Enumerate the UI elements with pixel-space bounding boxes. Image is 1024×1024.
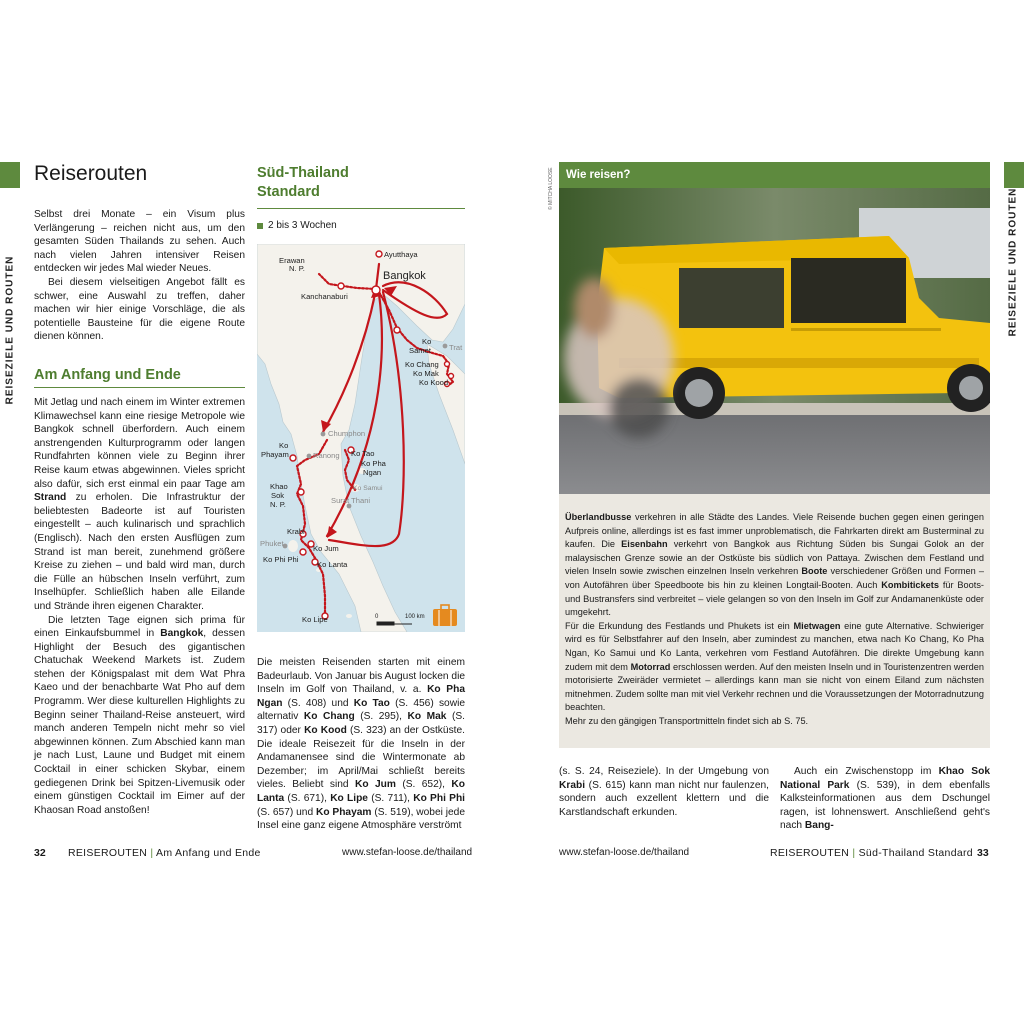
side-label-left: REISEZIELE UND ROUTEN	[4, 255, 16, 405]
text-paragraph: Für die Erkundung des Festlands und Phukets ist ein Mietwagen eine gute Alternative. Schwieriger wird es für Selbstfahrer auf den Inseln, aber zumindest zu manchen, etwa nach Ko Chang, Ko Pha Ngan, Ko Samui und Ko Lanta, verkehren vom Festland Autofähren. Die direkte Umgebung kann zudem mit dem Motorrad erschlossen werden. Auf den meisten Inseln und in Touristenzentren werden motorisierte Zweiräder vermietet – allerdings kann man sie nicht von einem Eiland zum nächsten mitnehmen. Zudem sollte man mit viel Verkehr rechnen und die Voraussetzungen der Motorradnutzung beachten.	[565, 620, 985, 713]
map-label: Trat	[449, 343, 463, 352]
map-label: 100 km	[405, 614, 425, 620]
running-head-left: REISEROUTEN | Am Anfang und Ende	[68, 847, 261, 859]
map-label: Khao	[270, 482, 288, 491]
map-label: N. P.	[270, 500, 286, 509]
route-heading: Süd-Thailand Standard	[257, 165, 349, 200]
duration-label: 2 bis 3 Wochen	[268, 220, 337, 231]
map-label: Phayam	[261, 450, 289, 459]
map-label: Ngan	[363, 468, 382, 477]
map-label: Sok	[271, 491, 285, 500]
tuk-tuk-photo	[559, 188, 990, 494]
duration-bullet-icon	[257, 223, 263, 229]
map-label: Surat Thani	[331, 496, 371, 505]
section-text	[34, 396, 245, 817]
route-map	[257, 244, 465, 632]
section-paragraph: Mit Jetlag und nach einem im Winter extremen Klimawechsel kann eine riesige Metropole wie Bangkok schnell überfordern. Auch einem anstrengenden Kulturprogramm oder langen Rundfahrten können viele zu Beginn ihrer Reise kaum etwas abgewinnen. Vieles spricht also dafür, sich erst einmal ein paar Tage am Strand zu erholen. Die Infrastruktur der beliebtesten Badeorte ist auf Touristen eingestellt – auch kulinarisch und sprachlich (Englisch). Nach den ersten Ausflügen zum Strand ist man bereit, zunehmend größere Kreise zu ziehen – und bald wird man, durch die Fülle an hübschen Inseln verführt, zum Inselhüpfer. Schließlich haben alle Eilande und Strände ihren eigenen Charakter.	[34, 397, 245, 612]
right-col-1	[559, 765, 769, 819]
side-tab-right	[1004, 162, 1024, 188]
map-label: Ranong	[313, 451, 340, 460]
map-label: Ko Samui	[353, 485, 383, 492]
photo-credit: © MITCHA LOOSE	[548, 167, 554, 210]
map-label: Ko Chang	[405, 360, 439, 369]
intro-paragraph: Bei diesem vielseitigen Angebot fällt es schwer, eine Auswahl zu treffen, daher machen wir hier einige Vorschläge, die als potentielle Bausteine für die eigene Route dienen können.	[34, 276, 245, 343]
map-label: Ko Mak	[413, 369, 439, 378]
map-label: Ko	[422, 337, 432, 346]
map-label: Samet	[409, 346, 431, 355]
side-label-right: REISEZIELE UND ROUTEN	[1007, 187, 1019, 337]
map-label: Ko Phi Phi	[263, 555, 299, 564]
info-box-title: Wie reisen?	[566, 169, 631, 181]
map-label: Chumphon	[328, 429, 366, 438]
map-label: Krabi	[287, 527, 305, 536]
map-label: Ko Tao	[351, 449, 375, 458]
section-heading: Am Anfang und Ende	[34, 367, 181, 383]
text-paragraph: Die meisten Reisenden starten mit einem Badeurlaub. Von Januar bis August locken die Inseln im Golf von Thailand, v. a. Ko Pha Ngan (S. 408) und Ko Tao (S. 456) sowie alternativ Ko Chang (S. 295), Ko Mak (S. 317) oder Ko Kood (S. 323) an der Ostküste. Die ideale Reisezeit für die Inseln in der Andamanensee sind die Wintermonate ab Dezember; im April/Mai schließt bereits vieles. Beliebt sind Ko Jum (S. 652), Ko Lanta (S. 671), Ko Lipe (S. 711), Ko Phi Phi (S. 657) und Ko Phayam (S. 519), wobei jede Insel eine ganz eigene Atmosphäre verströmt	[257, 657, 466, 832]
info-box-text	[565, 511, 984, 729]
text-paragraph: Überlandbusse verkehren in alle Städte des Landes. Viele Reisende buchen gegen einen geringen Aufpreis online, allerdings ist es fast immer unproblematisch, die Fahrkarten direkt am Busterminal zu kaufen. Die Eisenbahn verkehrt von Bangkok aus Richtung Süden bis Sungai Golok an der malaysischen Grenze sowie an der Ostküste bis südlich von Pattaya. Zwischen dem Festland und vielen Inseln sowie zwischen einzelnen Inseln verkehren Boote verschiedener Größen und Formen – von Autofähren über Speedboote bis hin zu kleinen Longtail-Booten. Auch Kombitickets für Boots- und Bustransfers sind verbreitet – viele gelangen so von den Inseln im Golf zur Andamanenküste oder umgekehrt.	[565, 512, 985, 618]
map-label: Erawan	[279, 256, 305, 265]
intro-paragraph: Selbst drei Monate – ein Visum plus Verlängerung – reichen nicht aus, um den gesamten Süden Thailands zu sehen. Auch nach vielen Jahren intensiver Reisen entdecken wir jedes Mal wieder Neues.	[34, 209, 245, 275]
map-label: Ayutthaya	[384, 250, 418, 259]
map-label: Ko	[279, 441, 289, 450]
text-paragraph: Auch ein Zwischenstopp im Khao Sok National Park (S. 539), in dem ebenfalls Kalksteinformationen aus dem Dschungel ragen, ist lohnenswert. Anschließend geht's nach Bang-	[780, 766, 990, 832]
map-label: Ko Lipe	[302, 615, 328, 624]
map-label: 0	[375, 614, 379, 620]
text-paragraph: Mehr zu den gängigen Transportmitteln findet sich ab S. 75.	[565, 715, 809, 726]
map-label: Kanchanaburi	[301, 292, 348, 301]
footer-url-right: www.stefan-loose.de/thailand	[559, 847, 690, 858]
page-title: Reiserouten	[34, 162, 148, 185]
map-label: Ko Jum	[313, 544, 339, 553]
map-label: Bangkok	[383, 270, 426, 282]
section-rule	[34, 387, 245, 388]
route-rule	[257, 208, 465, 209]
map-label: Ko Pha	[361, 459, 386, 468]
footer-url-left: www.stefan-loose.de/thailand	[342, 847, 473, 858]
map-label: Ko Kood	[419, 378, 449, 387]
map-label: Phuket	[260, 539, 284, 548]
right-col-2	[780, 765, 990, 833]
section-paragraph: Die letzten Tage eignen sich prima für einen Einkaufsbummel in Bangkok, dessen Highlight der Besuch des gigantischen Chatuchak Weekend Markets ist. Zudem stehen der Königspalast mit dem Wat Phra Kaeo und der benachbarte Wat Pho auf dem Programm. Wer diese kulturellen Highlights zu Beginn seiner Thailand-Reise ansteuert, wird manch anderen Tempeln nicht mehr so viel abgewinnen können. Zum Abschied kann man je nach Lust, Laune und Budget mit einem Cocktail in einer schicken Skybar, einem gediegenen Drink bei Spitzen-Livemusik oder einem günstigen Cocktail im Eimer auf der Khaosan Road anstoßen!	[34, 614, 246, 816]
map-label: N. P.	[289, 264, 305, 273]
page-number-right: 33	[977, 847, 989, 859]
route-text	[257, 656, 465, 833]
side-tab-left	[0, 162, 20, 188]
running-head-right: REISEROUTEN | Süd-Thailand Standard	[770, 847, 973, 859]
map-label: Ko Lanta	[317, 560, 348, 569]
page-number-left: 32	[34, 847, 46, 859]
text-paragraph: (s. S. 24, Reiseziele). In der Umgebung von Krabi (S. 615) kann man nicht nur faulenzen, sondern auch exzellent klettern und die Karstlandschaft erkunden.	[559, 766, 769, 818]
intro-text	[34, 208, 245, 344]
